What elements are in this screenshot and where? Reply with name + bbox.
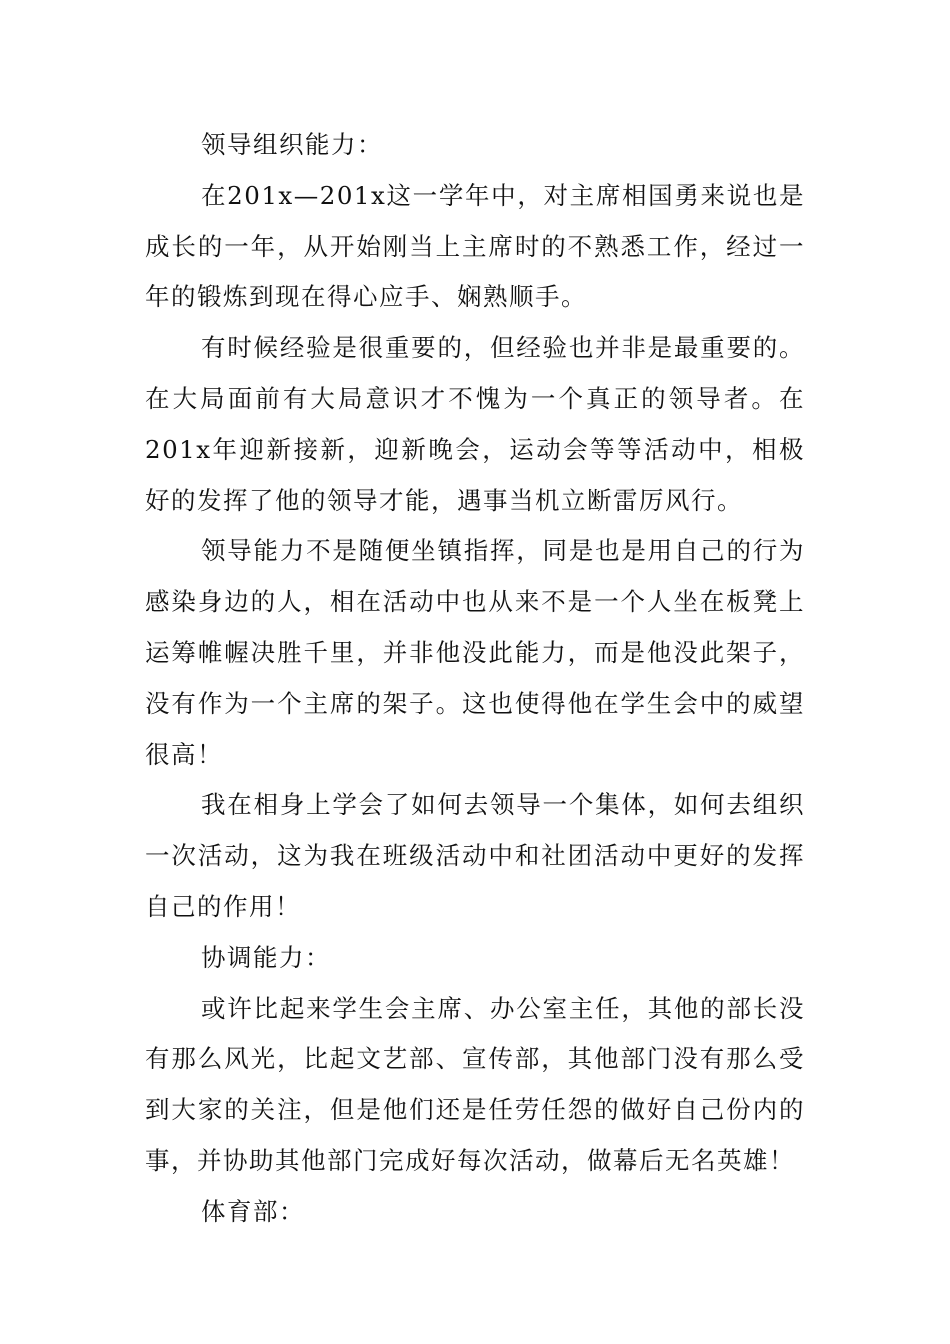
paragraph-growth: 在201x—201x这一学年中，对主席相国勇来说也是成长的一年，从开始刚当上主席时的不熟悉工作，经过一年的锻炼到现在得心应手、娴熟顺手。 xyxy=(145,180,805,312)
document-page xyxy=(145,120,805,1238)
paragraph-experience: 有时候经验是很重要的，但经验也并非是最重要的。在大局面前有大局意识才不愧为一个真正的领导者。在201x年迎新接新，迎新晚会，运动会等等活动中，相极好的发挥了他的领导才能，遇事当机立断雷厉风行。 xyxy=(145,333,805,515)
section-heading-coordination: 协调能力： xyxy=(201,942,331,972)
paragraph-leadership-style: 领导能力不是随便坐镇指挥，同是也是用自己的行为感染身边的人，相在活动中也从来不是一个人坐在板凳上运筹帷幄决胜千里，并非他没此能力，而是他没此架子，没有作为一个主席的架子。这也使得他在学生会中的威望很高！ xyxy=(145,536,805,769)
section-heading-sports: 体育部： xyxy=(201,1196,305,1226)
paragraph-lessons-learned: 我在相身上学会了如何去领导一个集体，如何去组织一次活动，这为我在班级活动中和社团活动中更好的发挥自己的作用！ xyxy=(145,790,805,921)
section-heading-leadership: 领导组织能力： xyxy=(201,130,383,159)
paragraph-departments: 或许比起来学生会主席、办公室主任，其他的部长没有那么风光，比起文艺部、宣传部，其他部门没有那么受到大家的关注，但是他们还是任劳任怨的做好自己份内的事，并协助其他部门完成好每次活动，做幕后无名英雄！ xyxy=(145,993,805,1175)
